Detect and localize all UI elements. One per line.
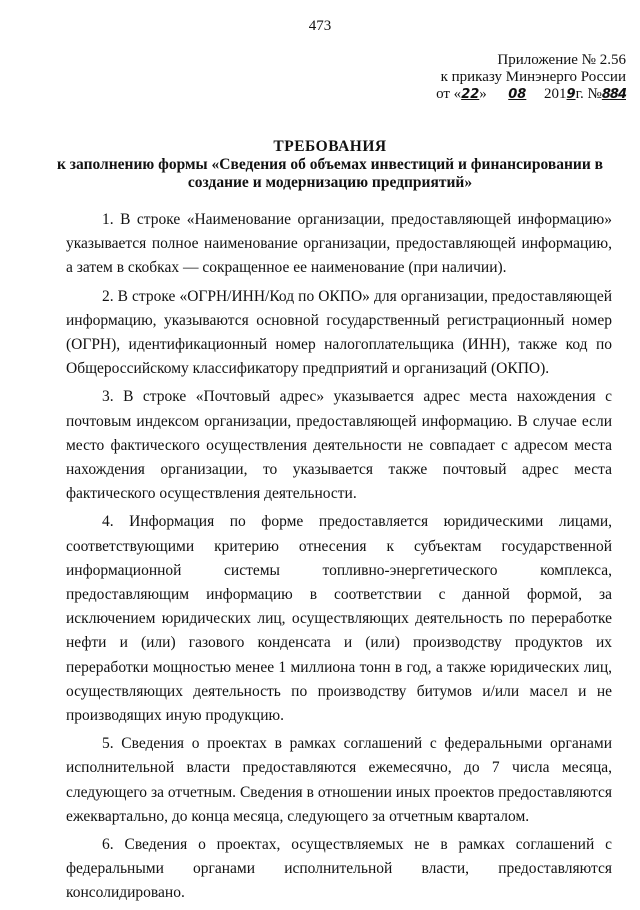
paragraph-1: 1. В строке «Наименование организации, предоставляющей информацию» указывается полное наименование организации, предоставляющей информацию, а затем в скобках — сокращенное ее наименование (при наличии). [66, 211, 612, 277]
document-title [40, 138, 620, 192]
handwritten-order-number: 884 [601, 87, 626, 102]
order-date-line [416, 86, 626, 103]
handwritten-day: 22 [461, 87, 480, 102]
appendix-line: Приложение № 2.56 [497, 52, 626, 68]
paragraph-4: 4. Информация по форме предоставляется юридическими лицами, соответствующими критерию отнесения к субъектам государственной информационной системы топливно-энергетического комплекса, предоставляющим информацию в соответствии с данной формой, за исключением юридических лиц, осуществляющих деятельность по переработке нефти и (или) газового конденсата и (или) производству продуктов их переработки мощностью менее 1 миллиона тонн в год, а также юридических лиц, осуществляющих деятельность по производству битумов и/или масел и не производящих иную продукцию. [66, 513, 612, 725]
title-heading: ТРЕБОВАНИЯ [273, 138, 387, 155]
year-prefix: 201 [544, 86, 567, 102]
date-quote: » [479, 86, 487, 102]
paragraph-3: 3. В строке «Почтовый адрес» указывается адрес места нахождения с почтовым индексом организации, предоставляющей информацию. В случае если место фактического осуществления деятельности не совпадает с адресом места нахождения организации, то указывается также почтовый адрес места фактического осуществления деятельности. [66, 388, 612, 503]
paragraph-2: 2. В строке «ОГРН/ИНН/Код по ОКПО» для организации, предоставляющей информацию, указываются основной государственный регистрационный номер (ОГРН), идентификационный номер налогоплательщика (ИНН), также код по Общероссийскому классификатору предприятий и организаций (ОКПО). [66, 287, 612, 378]
paragraph-6: 6. Сведения о проектах, осуществляемых не в рамках соглашений с федеральными органами исполнительной власти, предоставляются консолидировано. [66, 836, 612, 902]
paragraph-5: 5. Сведения о проектах в рамках соглашений с федеральными органами исполнительной власти предоставляются ежемесячно, до 7 числа месяца, следующего за отчетным. Сведения в отношении иных проектов предоставляются ежеквартально, до конца месяца, следующего за отчетным кварталом. [66, 735, 612, 825]
document-body [66, 208, 612, 910]
order-reference: к приказу Минэнерго России [440, 69, 626, 85]
page-number: 473 [308, 18, 332, 34]
year-suffix: г. № [575, 86, 602, 102]
handwritten-year-digit: 9 [566, 87, 576, 102]
handwritten-month: 08 [508, 87, 527, 102]
appendix-header [416, 52, 626, 103]
date-prefix: от « [436, 86, 462, 102]
title-subheading: к заполнению формы «Сведения об объемах инвестиций и финансировании в создание и модернизацию предприятий» [56, 156, 604, 191]
